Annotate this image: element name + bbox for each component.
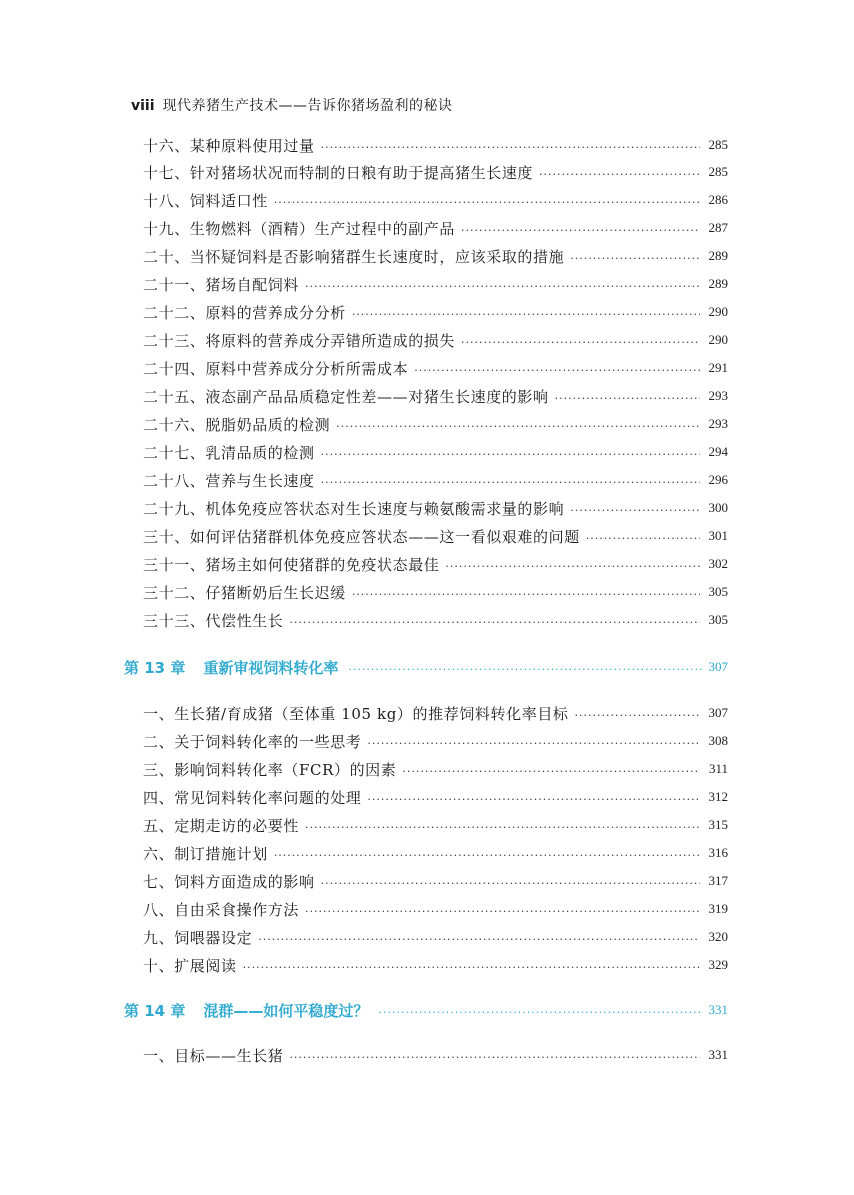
- toc-page-number: 293: [708, 388, 728, 403]
- toc-entry[interactable]: [143, 702, 728, 724]
- leader-dots: [274, 196, 700, 209]
- toc-page-number: 331: [708, 1047, 728, 1062]
- toc-entry[interactable]: [143, 898, 728, 920]
- toc-entry-label: 三十一、猪场主如何使猪群的免疫状态最佳: [143, 555, 440, 574]
- leader-dots: [586, 532, 700, 545]
- leader-dots: [305, 905, 700, 918]
- toc-page-number: 296: [708, 472, 728, 487]
- toc-entry[interactable]: [143, 842, 728, 864]
- toc-page-number: 290: [708, 304, 728, 319]
- toc-entry[interactable]: [143, 525, 728, 547]
- toc-page-number: 311: [708, 761, 728, 776]
- toc-page-number: 320: [708, 929, 728, 944]
- leader-dots: [367, 737, 700, 750]
- leader-dots: [352, 308, 700, 321]
- toc-entry[interactable]: [143, 926, 728, 948]
- leader-dots: [258, 933, 700, 946]
- toc-entry[interactable]: [143, 730, 728, 752]
- toc-entry-label: 二十四、原料中营养成分分析所需成本: [143, 359, 409, 378]
- toc-entry-label: 二十五、液态副产品品质稳定性差——对猪生长速度的影响: [143, 387, 549, 406]
- chapter-number: 第 13 章: [124, 658, 186, 677]
- toc-entry-label: 一、生长猪/育成猪（至体重 105 kg）的推荐饲料转化率目标: [143, 704, 569, 723]
- toc-page-number: 302: [708, 556, 728, 571]
- leader-dots: [555, 392, 700, 405]
- toc-page-number: 293: [708, 416, 728, 431]
- toc-page-number: 291: [708, 360, 728, 375]
- book-title: 现代养猪生产技术——告诉你猪场盈利的秘诀: [162, 98, 453, 114]
- toc-page-number: 305: [708, 612, 728, 627]
- toc-entry[interactable]: [143, 758, 728, 780]
- toc-page-number: 287: [708, 220, 728, 235]
- toc-entry[interactable]: [143, 217, 728, 239]
- leader-dots: [348, 663, 702, 676]
- toc-page-number: 305: [708, 584, 728, 599]
- toc-entry[interactable]: [143, 273, 728, 295]
- toc-entry-label: 二十八、营养与生长速度: [143, 471, 315, 490]
- chapter-number: 第 14 章: [124, 1001, 186, 1020]
- leader-dots: [321, 448, 700, 461]
- toc-entry-label: 二十九、机体免疫应答状态对生长速度与赖氨酸需求量的影响: [143, 499, 565, 518]
- toc-entry-label: 二、关于饲料转化率的一些思考: [143, 732, 362, 751]
- chapter-14-heading[interactable]: [124, 998, 728, 1022]
- leader-dots: [289, 1051, 700, 1064]
- toc-entry[interactable]: [143, 441, 728, 463]
- toc-entry[interactable]: [143, 189, 728, 211]
- leader-dots: [539, 168, 700, 181]
- toc-entry[interactable]: [143, 814, 728, 836]
- toc-page-number: 294: [708, 444, 728, 459]
- toc-entry[interactable]: [143, 786, 728, 808]
- toc-entry-label: 十九、生物燃料（酒精）生产过程中的副产品: [143, 219, 456, 238]
- chapter-page-number: 307: [708, 659, 728, 674]
- toc-entry-label: 十、扩展阅读: [143, 956, 237, 975]
- toc-page-number: 300: [708, 500, 728, 515]
- toc-entry-label: 三十三、代偿性生长: [143, 611, 284, 630]
- toc-entry-label: 六、制订措施计划: [143, 844, 268, 863]
- toc-entry-label: 二十、当怀疑饲料是否影响猪群生长速度时，应该采取的措施: [143, 247, 565, 266]
- leader-dots: [378, 1006, 702, 1019]
- leader-dots: [402, 765, 700, 778]
- leader-dots: [321, 141, 700, 154]
- toc-page-number: 289: [708, 276, 728, 291]
- toc-entry-label: 十八、饲料适口性: [143, 191, 268, 210]
- toc-entry-label: 三十、如何评估猪群机体免疫应答状态——这一看似艰难的问题: [143, 527, 580, 546]
- leader-dots: [321, 877, 700, 890]
- leader-dots: [570, 252, 700, 265]
- toc-entry-label: 一、目标——生长猪: [143, 1046, 284, 1065]
- toc-entry[interactable]: [143, 1044, 728, 1066]
- toc-page-number: 319: [708, 901, 728, 916]
- toc-page-number: 285: [708, 137, 728, 152]
- toc-page-number: 315: [708, 817, 728, 832]
- chapter-title: 重新审视饲料转化率: [203, 658, 339, 677]
- toc-entry[interactable]: [143, 329, 728, 351]
- leader-dots: [570, 504, 700, 517]
- toc-page-number: 316: [708, 845, 728, 860]
- toc-entry-label: 九、饲喂器设定: [143, 928, 253, 947]
- toc-entry-label: 三十二、仔猪断奶后生长迟缓: [143, 583, 346, 602]
- toc-entry[interactable]: [143, 245, 728, 267]
- leader-dots: [461, 336, 700, 349]
- toc-page-number: 308: [708, 733, 728, 748]
- leader-dots: [414, 364, 700, 377]
- toc-entry-label: 二十六、脱脂奶品质的检测: [143, 415, 331, 434]
- leader-dots: [243, 961, 700, 974]
- toc-entry[interactable]: [143, 497, 728, 519]
- leader-dots: [336, 420, 700, 433]
- page-number: viii: [131, 98, 155, 114]
- leader-dots: [445, 560, 700, 573]
- chapter-13-heading[interactable]: [124, 655, 728, 679]
- toc-entry[interactable]: [143, 870, 728, 892]
- toc-entry-label: 四、常见饲料转化率问题的处理: [143, 788, 362, 807]
- toc-entry-label: 二十一、猪场自配饲料: [143, 275, 300, 294]
- toc-entry[interactable]: [143, 581, 728, 603]
- leader-dots: [352, 588, 700, 601]
- leader-dots: [289, 616, 700, 629]
- toc-entry-label: 十六、某种原料使用过量: [143, 136, 315, 155]
- toc-entry[interactable]: [143, 609, 728, 631]
- toc-entry-label: 三、影响饲料转化率（FCR）的因素: [143, 760, 397, 779]
- toc-page-number: 329: [708, 957, 728, 972]
- toc-entry[interactable]: [143, 469, 728, 491]
- toc-page-number: 312: [708, 789, 728, 804]
- toc-entry[interactable]: [143, 161, 728, 183]
- toc-page-number: 285: [708, 164, 728, 179]
- toc-entry-label: 八、自由采食操作方法: [143, 900, 300, 919]
- running-header: [131, 95, 453, 115]
- toc-entry[interactable]: [143, 357, 728, 379]
- toc-entry-label: 二十二、原料的营养成分分析: [143, 303, 346, 322]
- toc-entry-label: 十七、针对猪场状况而特制的日粮有助于提高猪生长速度: [143, 163, 534, 182]
- toc-entry-label: 二十七、乳清品质的检测: [143, 443, 315, 462]
- leader-dots: [305, 821, 700, 834]
- toc-entry[interactable]: [143, 954, 728, 976]
- toc-page-number: 289: [708, 248, 728, 263]
- chapter-page-number: 331: [708, 1002, 728, 1017]
- toc-page-number: 286: [708, 192, 728, 207]
- chapter-title: 混群——如何平稳度过？: [203, 1001, 369, 1020]
- toc-page-number: 307: [708, 705, 728, 720]
- toc-page-number: 290: [708, 332, 728, 347]
- leader-dots: [274, 849, 700, 862]
- toc-entry[interactable]: [143, 301, 728, 323]
- toc-entry[interactable]: [143, 553, 728, 575]
- toc-entry-label: 二十三、将原料的营养成分弄错所造成的损失: [143, 331, 456, 350]
- leader-dots: [575, 709, 700, 722]
- toc-entry[interactable]: [143, 413, 728, 435]
- toc-page-number: 301: [708, 528, 728, 543]
- toc-entry[interactable]: [143, 134, 728, 156]
- toc-entry-label: 五、定期走访的必要性: [143, 816, 300, 835]
- leader-dots: [367, 793, 700, 806]
- toc-entry[interactable]: [143, 385, 728, 407]
- toc-entry-label: 七、饲料方面造成的影响: [143, 872, 315, 891]
- leader-dots: [321, 476, 700, 489]
- toc-page-number: 317: [708, 873, 728, 888]
- leader-dots: [305, 280, 700, 293]
- leader-dots: [461, 224, 700, 237]
